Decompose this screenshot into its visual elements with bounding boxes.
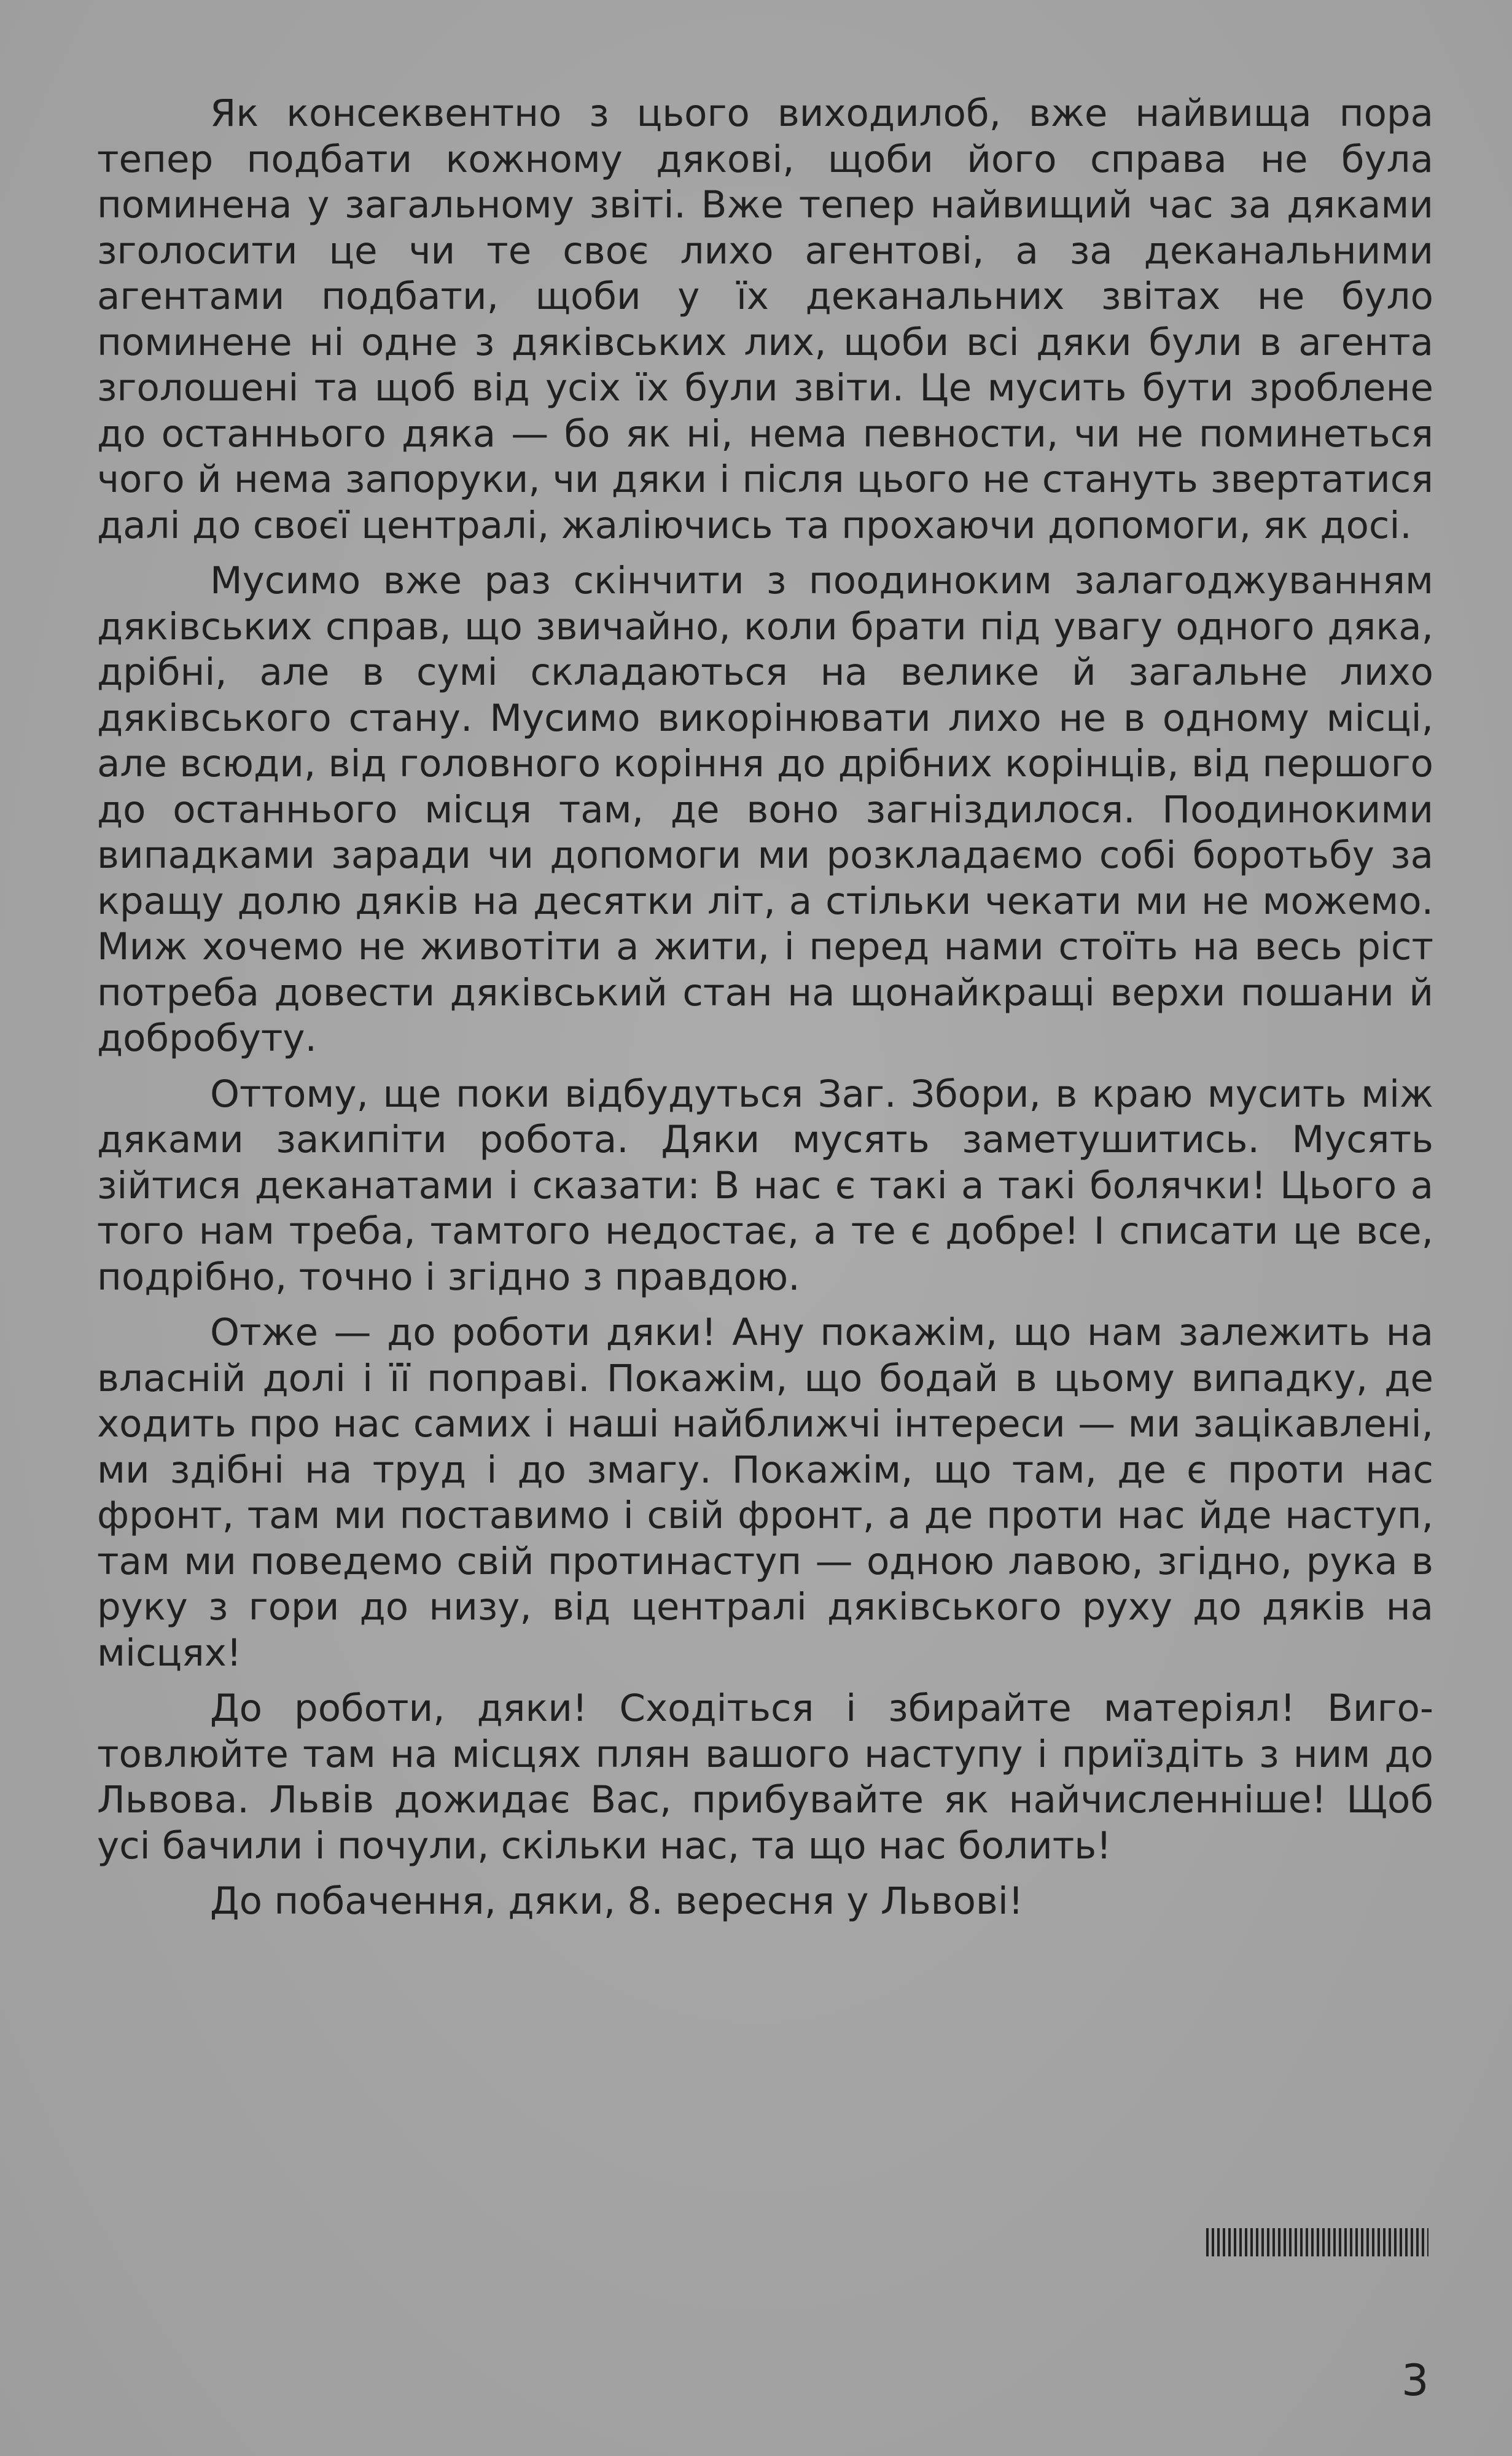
paragraph-4: Отже — до роботи дяки! Ану покажім, що нам залежить на власній долі і її поправі. Покажім, що бодай в цьому випадку, де ходить про нас самих і наші найближчі інтереси — ми зацікавлені, ми здібні на труд і до змагу. Покажім, що там, де є проти нас фронт, там ми поставимо і свій фронт, а де проти нас йде наступ, там ми поведемо свій протинаступ — одною лавою, згідно, рука в руку з гори до низу, від централі дяківського руху до дяків на місцях! [97, 1311, 1433, 1675]
page-number: 3 [1401, 2355, 1429, 2406]
paragraph-3: Оттому, ще поки відбудуться Заг. Збори, в краю мусить між дяками закипіти робота. Дяки мусять заметушитись. Мусять зійтися деканатами і сказати: В нас є такі а такі болячки! Цього а того нам треба, тамтого недостає, а те є добре! І списати це все, подрібно, точно і згідно з правдою. [97, 1072, 1433, 1299]
paragraph-2: Мусимо вже раз скінчити з поодиноким залагоджуванням дяківських справ, що звичайно, коли брати під увагу одного дяка, дрібні, але в сумі складаються на велике й загальне лихо дяківського стану. Мусимо викорінювати лихо не в одному місці, але всюди, від головного коріння до дрібних корінців, від першого до останнього місця там, де воно загніздилося. Поодинокими випадками заради чи допомоги ми розкладаємо собі боротьбу за кращу долю дяків на десятки літ, а стільки чекати ми не можемо. Миж хочемо не животіти а жити, і перед нами стоїть на весь ріст потреба довести дяківський стан на щонайкращі верхи пошани й добробуту. [97, 559, 1433, 1060]
paragraph-5: До роботи, дяки! Сходіться і збирайте матеріял! Виготовлюйте там на місцях плян вашого наступу і приїздіть з ним до Львова. Львів дожидає Вас, прибувайте як найчисленніше! Щоб усі бачили і почули, скільки нас, та що нас болить! [97, 1686, 1433, 1868]
paragraph-1: Як консеквентно з цього виходилоб, вже найвища пора тепер подбати кожному дякові, щоби його справа не була поминена у загальному звіті. Вже тепер найвищий час за дяками зголосити це чи те своє лихо агентові, а за деканальними агентами подбати, щоби у їх деканальних звітах не було поминене ні одне з дяківських лих, щоби всі дяки були в агента зголошені та щоб від усіх їх були звіти. Це мусить бути зроблене до останнього дяка — бо як ні, нема певности, чи не поминеться чого й нема запоруки, чи дяки і після цього не стануть звертатися далі до своєї централі, жаліючись та прохаючи допомоги, як досі. [97, 92, 1433, 547]
paragraph-6: До побачення, дяки, 8. вересня у Львові! [210, 1879, 1024, 1923]
body-text [97, 91, 1433, 1935]
end-ornament [1206, 2228, 1428, 2256]
